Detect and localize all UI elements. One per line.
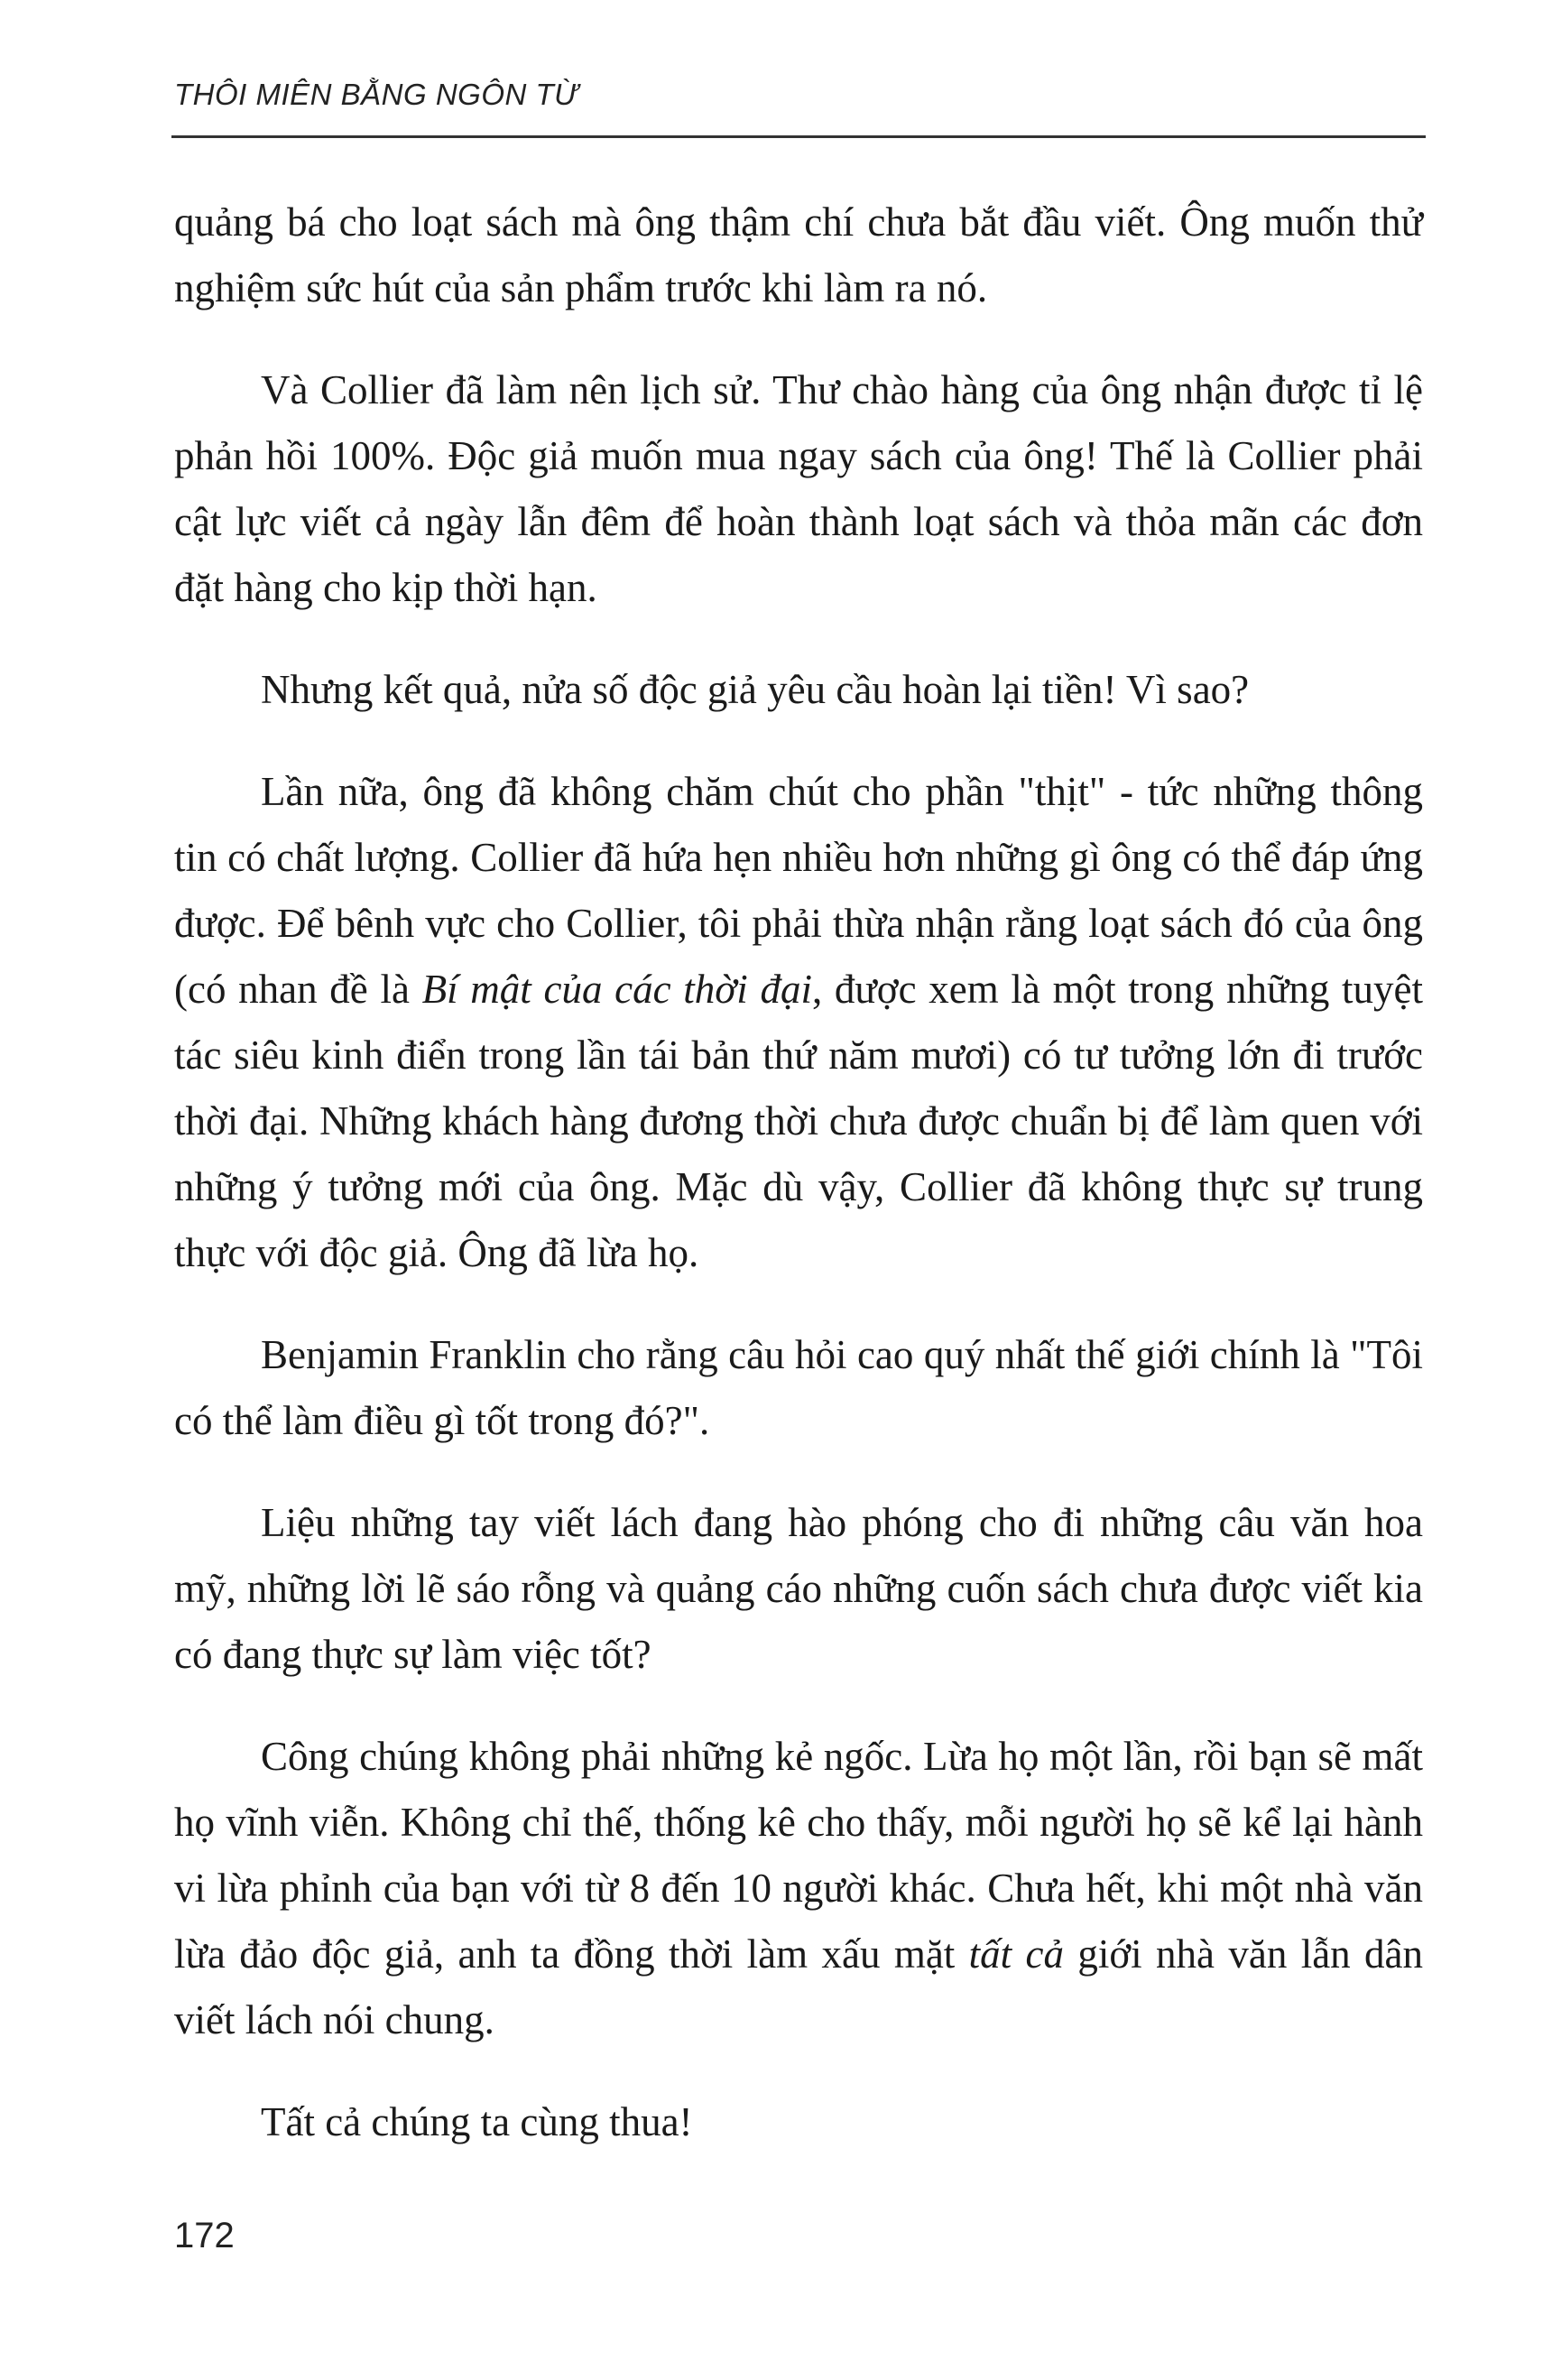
book-title-italic: Bí mật của các thời đại	[421, 967, 812, 1012]
paragraph-7	[174, 1724, 1423, 2053]
paragraph-8: Tất cả chúng ta cùng thua!	[261, 2099, 693, 2144]
paragraph-4-before: Lần nữa, ông đã không chăm chút cho phần "thịt" - tức những thông tin có chất lượng. Collier đã hứa hẹn nhiều hơn những gì ông có thể đáp ứng được. Để bênh vực cho Collier, tôi phải thừa nhận rằng loạt sách đó của ông (có nhan đề là	[174, 769, 1423, 1012]
paragraph-7-after: giới nhà văn lẫn dân viết lách nói chung.	[174, 1931, 1424, 2042]
paragraph-2: Và Collier đã làm nên lịch sử. Thư chào hàng của ông nhận được tỉ lệ phản hồi 100%. Độc giả muốn mua ngay sách của ông! Thế là Collier phải cật lực viết cả ngày lẫn đêm để hoàn thành loạt sách và thỏa mãn các đơn đặt hàng cho kịp thời hạn.	[174, 367, 1423, 610]
emphasis-italic: tất cả	[968, 1931, 1065, 1977]
paragraph-3: Nhưng kết quả, nửa số độc giả yêu cầu hoàn lại tiền! Vì sao?	[261, 667, 1250, 712]
paragraph-4-after: , được xem là một trong những tuyệt tác siêu kinh điển trong lần tái bản thứ năm mươi) có tư tưởng lớn đi trước thời đại. Những khách hàng đương thời chưa được chuẩn bị để làm quen với những ý tưởng mới của ông. Mặc dù vậy, Collier đã không thực sự trung thực với độc giả. Ông đã lừa họ.	[174, 967, 1423, 1275]
paragraph-5: Benjamin Franklin cho rằng câu hỏi cao quý nhất thế giới chính là "Tôi có thể làm điều gì tốt trong đó?".	[174, 1332, 1423, 1443]
running-header: THÔI MIÊN BẰNG NGÔN TỪ	[174, 78, 578, 111]
paragraph-1: quảng bá cho loạt sách mà ông thậm chí chưa bắt đầu viết. Ông muốn thử nghiệm sức hút của sản phẩm trước khi làm ra nó.	[174, 199, 1423, 310]
page-number: 172	[174, 2216, 235, 2255]
header-rule	[171, 135, 1426, 138]
paragraph-4	[174, 759, 1423, 1286]
paragraph-6: Liệu những tay viết lách đang hào phóng cho đi những câu văn hoa mỹ, những lời lẽ sáo rỗng và quảng cáo những cuốn sách chưa được viết kia có đang thực sự làm việc tốt?	[174, 1500, 1423, 1677]
body-text	[174, 190, 1423, 2191]
paragraph-7-before: Công chúng không phải những kẻ ngốc. Lừa họ một lần, rồi bạn sẽ mất họ vĩnh viễn. Không chỉ thế, thống kê cho thấy, mỗi người họ sẽ kể lại hành vi lừa phỉnh của bạn với từ 8 đến 10 người khác. Chưa hết, khi một nhà văn lừa đảo độc giả, anh ta đồng thời làm xấu mặt	[174, 1734, 1423, 1977]
